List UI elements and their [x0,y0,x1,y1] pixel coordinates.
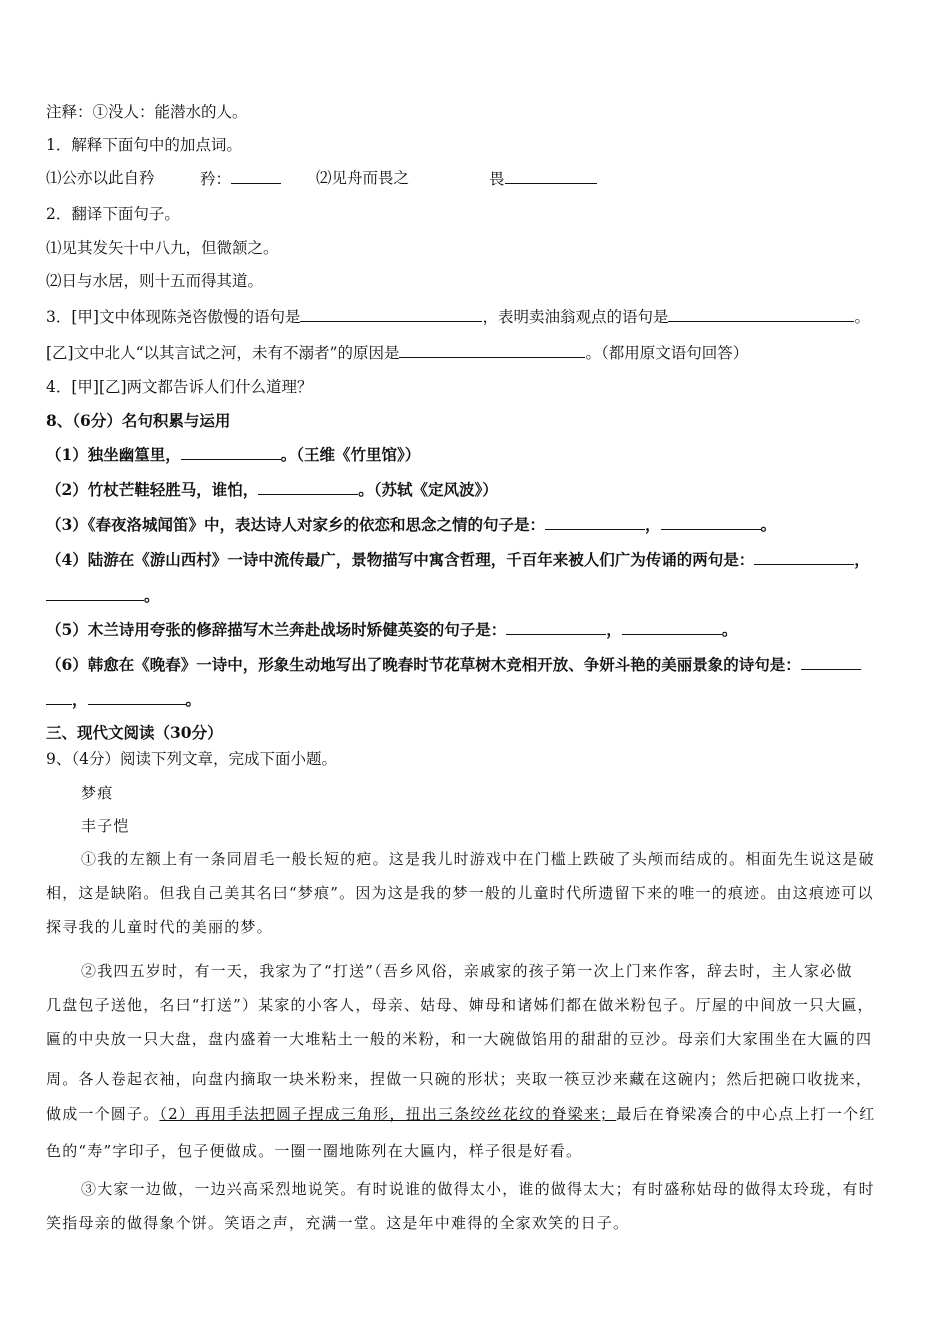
q8-title: 8、（6分）名句积累与运用 [46,411,231,430]
q8-item5-end: 。 [721,620,738,639]
q8-item4-cont [46,584,160,607]
q8-item1-a: （1）独坐幽篁里， [46,445,181,464]
q3-line1-a: 3．[甲]文中体现陈尧咨傲慢的语句是 [46,308,301,326]
para1-line3: 探寻我的儿童时代的美丽的梦。 [46,918,273,936]
para1-line2: 相，这是缺陷。但我自己美其名曰“梦痕”。因为这是我的梦一般的儿童时代所遗留下来的唯一的痕迹。由这痕迹可以 [46,884,874,902]
q3-line1-end: 。 [854,308,870,326]
q3-line1 [46,305,870,328]
q8-item6 [46,653,861,676]
q3-line2-a: [乙]文中北人“以其言试之河，未有不溺者”的原因是 [46,344,400,362]
q3-blank-1[interactable] [300,305,482,322]
q4: 4．[甲][乙]两文都告诉人们什么道理？ [46,378,313,396]
q1-item1 [46,167,155,189]
para1-line1: ①我的左额上有一条同眉毛一般长短的疤。这是我儿时游戏中在门槛上跌破了头颅而结成的。相面先生说这是破 [81,850,875,868]
q3-blank-2[interactable] [668,305,854,322]
q8-item2-blank[interactable] [258,478,358,495]
q2-item2: ⑵日与水居，则十五而得其道。 [46,272,264,290]
q8-item1-b: 。（王维《竹里馆》） [280,445,421,464]
q2-title: 2．翻译下面句子。 [46,205,180,223]
q8-item4-blank-2[interactable] [46,584,144,601]
q8-item4-a: （4）陆游在《游山西村》一诗中流传最广，景物描写中寓含哲理，千百年来被人们广为传诵的两句是： [46,550,755,569]
q8-item4-blank-1[interactable] [754,548,854,565]
q8-item1 [46,443,420,466]
q8-item4-end: 。 [144,586,160,605]
para2-line3: 匾的中央放一只大盘，盘内盛着一大堆粘土一般的米粉，和一大碗做馅用的甜甜的豆沙。母亲们大家围坐在大匾的四 [46,1030,873,1048]
para2-line1: ②我四五岁时，有一天，我家为了“打送”（吾乡风俗，亲戚家的孩子第一次上门来作客，辞去时，主人家必做 [81,962,853,980]
q1-title: 1．解释下面句中的加点词。 [46,136,242,154]
q1-item1-answer [200,167,281,190]
q3-line2-b: 。（都用原文语句回答） [585,344,749,362]
para2-line5-c: 最后在脊梁凑合的中心点上打一个红 [616,1105,876,1123]
q3-line2 [46,341,748,364]
para3-line2: 笑指母亲的做得象个饼。笑语之声，充满一堂。这是年中难得的全家欢笑的日子。 [46,1214,630,1232]
underlined-sentence: （2）再用手法把圆子捏成三角形，扭出三条绞丝花纹的脊梁来； [159,1105,617,1123]
q1-item1-text: ⑴公亦以此自矜 [46,169,155,187]
article-title: 梦痕 [81,784,114,802]
annotation: 注释：①没人：能潜水的人。 [46,103,248,121]
q8-item2-a: （2）竹杖芒鞋轻胜马，谁怕， [46,480,259,499]
q8-item6-a: （6）韩愈在《晚春》一诗中，形象生动地写出了晚春时节花草树木竞相开放、争妍斗艳的美丽景象的诗句是： [46,655,801,674]
q1-item2: ⑵见舟而畏之 [316,169,410,187]
q8-item6-cont [46,688,201,711]
q8-item6-sep: ， [72,690,88,709]
q8-item6-end: 。 [185,690,202,709]
q2-item1: ⑴见其发矢十中八九，但微颔之。 [46,239,279,257]
q8-item5-a: （5）木兰诗用夸张的修辞描写木兰奔赴战场时矫健英姿的句子是： [46,620,507,639]
q8-item3 [46,513,776,536]
q9-intro: 9、（4分）阅读下列文章，完成下面小题。 [46,750,337,768]
para3-line1: ③大家一边做，一边兴高采烈地说笑。有时说谁的做得太小，谁的做得太大；有时盛称姑母的做得太玲珑，有时 [81,1180,875,1198]
q8-item6-blank-1b[interactable] [46,688,72,705]
q8-item3-a: （3）《春夜洛城闻笛》中，表达诗人对家乡的依恋和思念之情的句子是： [46,515,546,534]
para2-line6: 色的“寿”字印子，包子便做成。一圈一圈地陈列在大匾内，样子很是好看。 [46,1142,583,1160]
q8-item5-blank-2[interactable] [622,618,722,635]
q8-item6-blank-2[interactable] [88,688,186,705]
q8-item3-end: 。 [760,515,777,534]
q8-item5-blank-1[interactable] [506,618,606,635]
q8-item5-sep: ， [606,620,622,639]
q1-item1-blank[interactable] [231,167,281,184]
q3-blank-3[interactable] [399,341,585,358]
q1-item2-key: 畏 [489,170,505,188]
q8-item2-b: 。（苏轼《定风波》） [358,480,498,499]
article-author: 丰子恺 [81,817,130,835]
q8-item3-sep: ， [645,515,661,534]
q8-item3-blank-2[interactable] [661,513,761,530]
q1-item2-answer [489,167,597,190]
q8-item4 [46,548,870,571]
q8-item6-blank-1a[interactable] [801,653,861,670]
para2-line5-a: 做成一个圆子。 [46,1105,160,1123]
q8-item1-blank[interactable] [181,443,281,460]
para2-line5 [46,1103,875,1125]
q8-item3-blank-1[interactable] [545,513,645,530]
section3-heading: 三、现代文阅读（30分） [46,723,223,742]
q1-item2-blank[interactable] [505,167,597,184]
q3-line1-b: ，表明卖油翁观点的语句是 [482,308,669,326]
para2-line2: 几盘包子送他，名曰“打送”）某家的小客人，母亲、姑母、婶母和诸姊们都在做米粉包子。厅屋的中间放一只大匾， [46,996,874,1014]
q8-item4-sep: ， [854,550,870,569]
para2-line4: 周。各人卷起衣袖，向盘内摘取一块米粉来，捏做一只碗的形状；夹取一筷豆沙来藏在这碗内；然后把碗口收拢来， [46,1070,873,1088]
q8-item5 [46,618,737,641]
q8-item2 [46,478,498,501]
q1-item1-key: 矜： [200,170,232,188]
